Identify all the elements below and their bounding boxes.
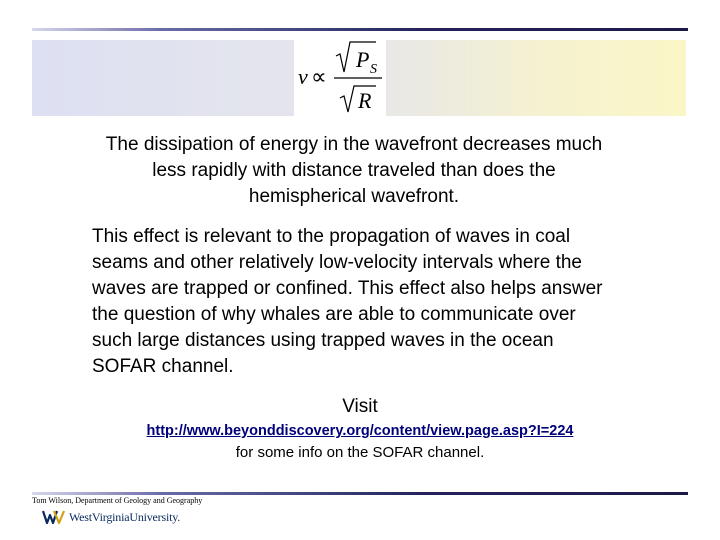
formula-numerator: P [356,47,370,72]
formula [294,40,386,116]
formula-lhs: v [298,64,308,89]
logo-text: WestVirginiaUniversity. [69,509,181,524]
formula-denominator: R [358,88,372,113]
author-credit: Tom Wilson, Department of Geology and Geography [32,496,203,505]
visit-label: Visit [342,396,378,417]
paragraph-dissipation: The dissipation of energy in the wavefront decreases much less rapidly with distance traveled than does the hemispherical wavefront. [105,134,603,207]
formula-numerator-subscript: S [370,62,377,77]
formula-relation: ∝ [311,64,327,89]
paragraph-effect: This effect is relevant to the propagation of waves in coal seams and other relatively low-velocity intervals where the waves are trapped or confined. This effect also helps answer the question of why whales are able to communicate over such large distances using trapped waves in the ocean SOFAR channel. [92,226,603,377]
wv-logo-icon [42,509,66,525]
top-divider [32,28,688,31]
sofar-link[interactable]: http://www.beyonddiscovery.org/content/view.page.asp?I=224 [146,423,574,439]
link-caption: for some info on the SOFAR channel. [235,444,485,461]
wvu-logo [42,508,180,526]
bottom-divider [32,492,688,495]
